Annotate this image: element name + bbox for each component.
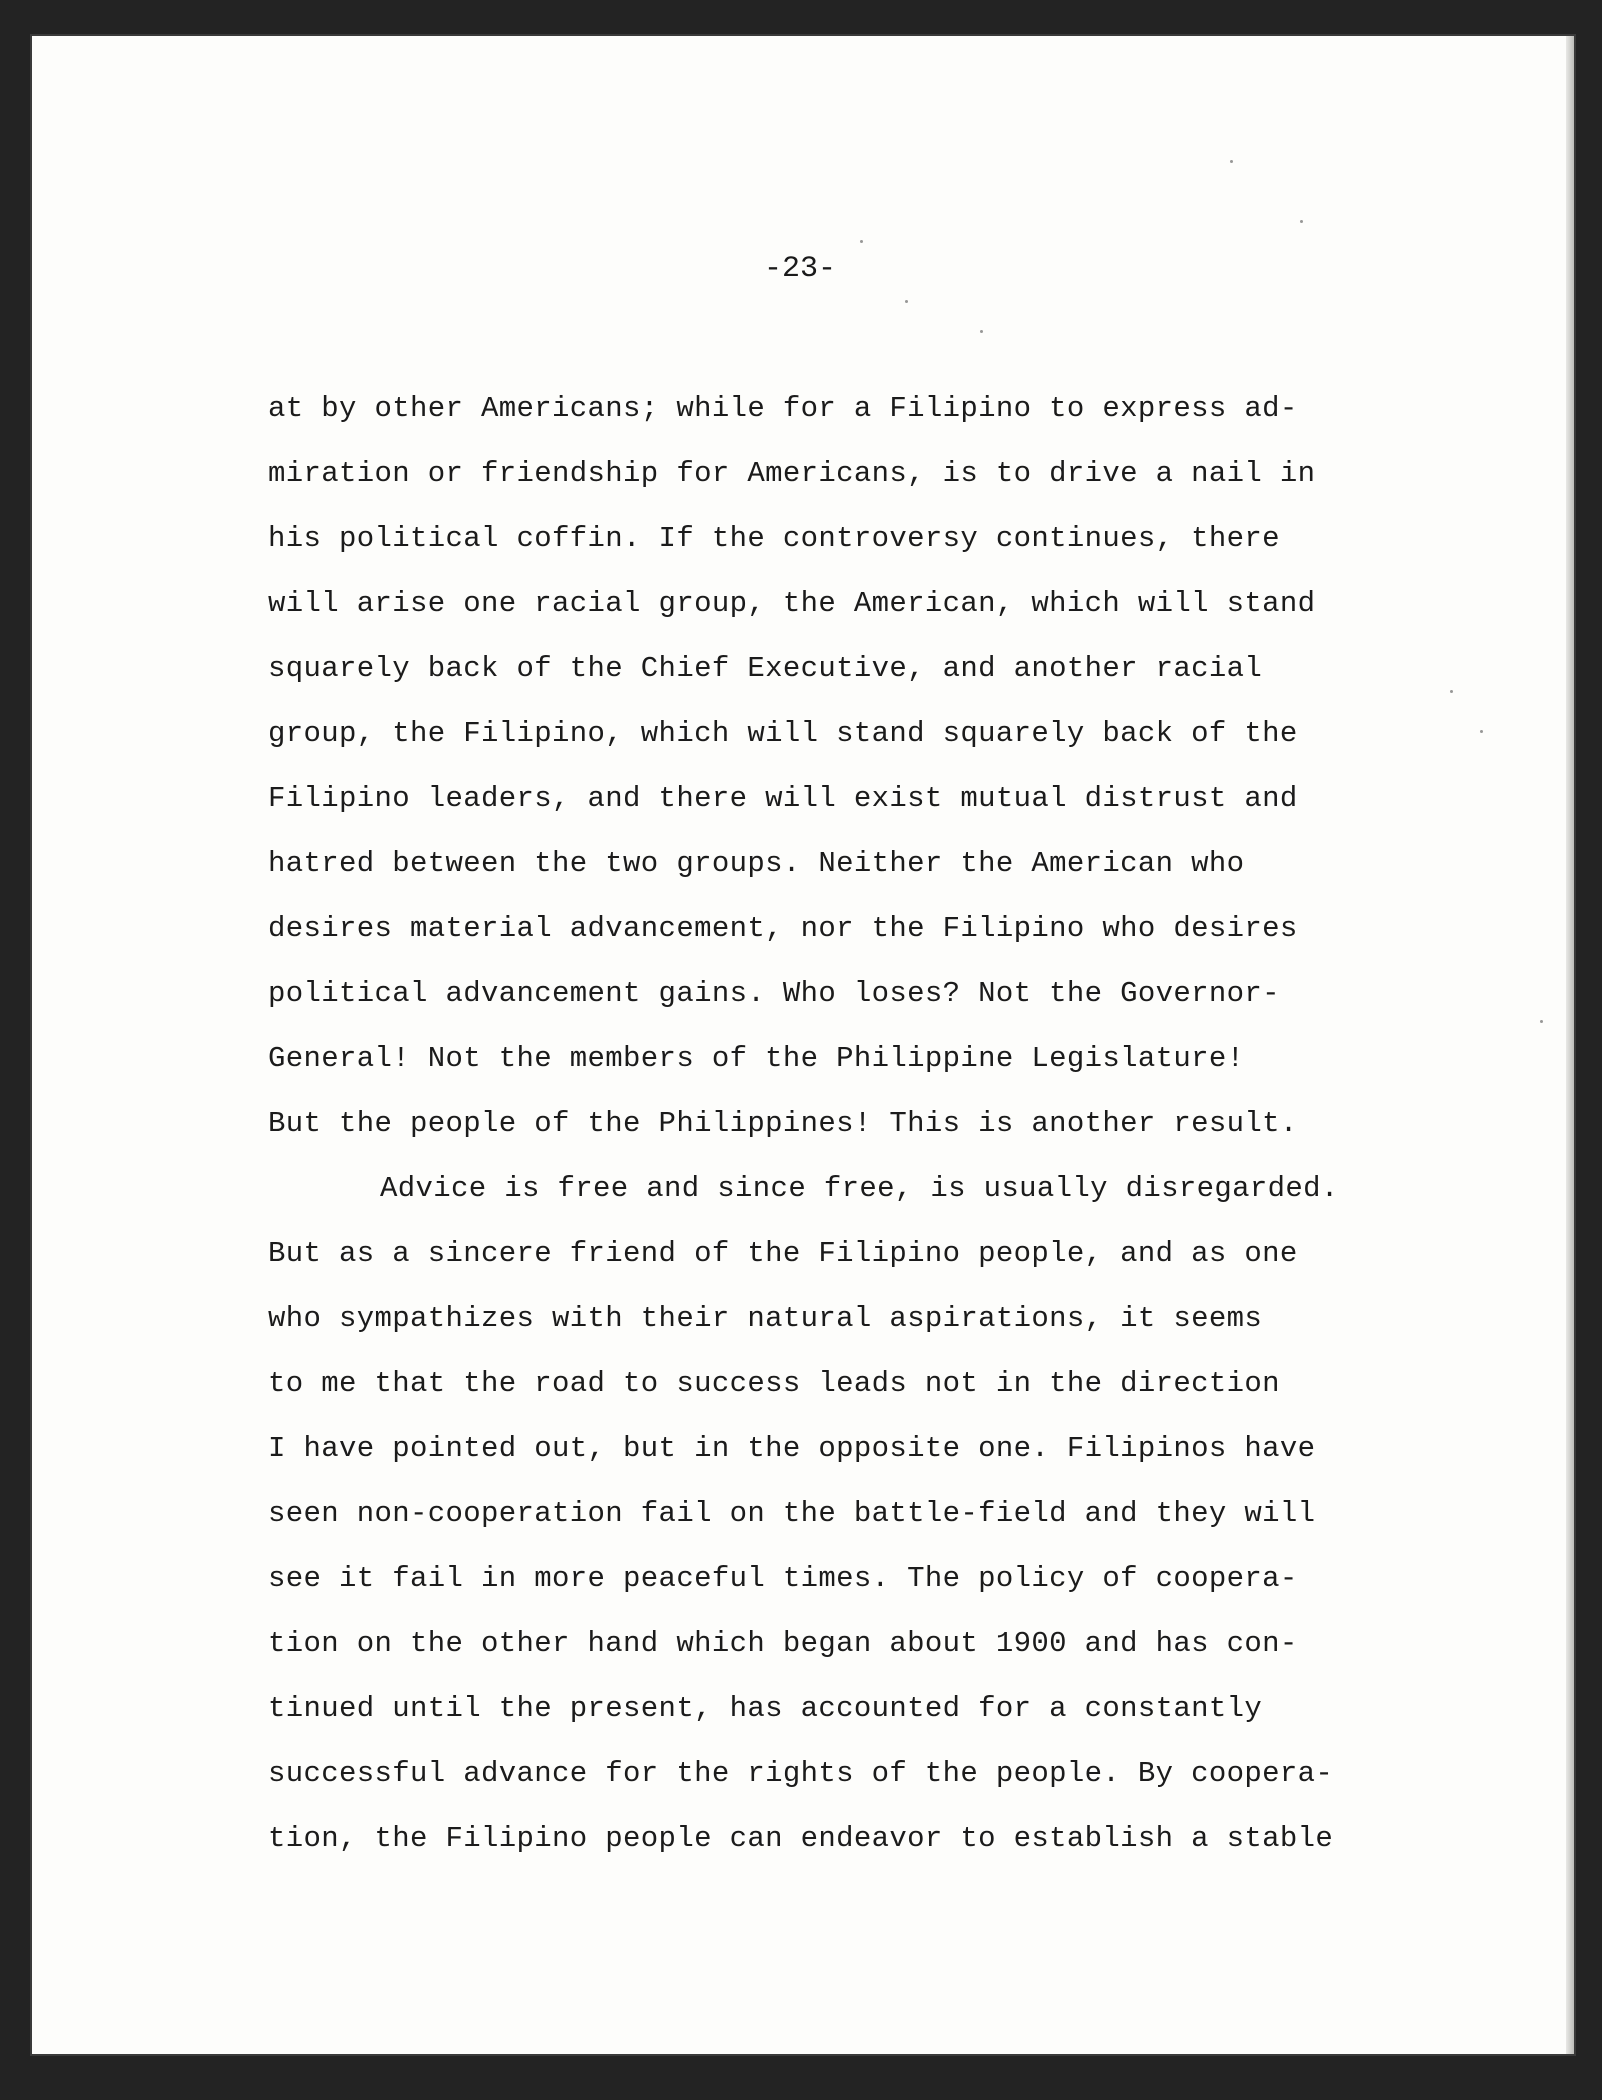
scan-speck [905, 300, 908, 303]
text-line-12: But the people of the Philippines! This is another result. [268, 1107, 1298, 1140]
scan-speck [1300, 220, 1303, 223]
text-line-8: hatred between the two groups. Neither the American who [268, 847, 1245, 880]
text-line-15: who sympathizes with their natural aspirations, it seems [268, 1302, 1263, 1335]
scan-speck [860, 240, 863, 243]
text-line-11: General! Not the members of the Philippine Legislature! [268, 1042, 1245, 1075]
text-line-23: tion, the Filipino people can endeavor to establish a stable [268, 1822, 1334, 1855]
text-line-19: see it fail in more peaceful times. The policy of coopera- [268, 1562, 1298, 1595]
text-line-7: Filipino leaders, and there will exist mutual distrust and [268, 782, 1298, 815]
page-edge-shadow [1566, 36, 1574, 2054]
text-line-5: squarely back of the Chief Executive, and another racial [268, 652, 1263, 685]
page-number: -23- [763, 252, 836, 286]
scan-speck [1480, 730, 1483, 733]
scan-speck [1540, 1020, 1543, 1023]
scan-speck [1230, 160, 1233, 163]
scan-speck [980, 330, 983, 333]
text-line-13: Advice is free and since free, is usually disregarded. [380, 1172, 1339, 1205]
text-line-16: to me that the road to success leads not in the direction [268, 1367, 1280, 1400]
text-line-14: But as a sincere friend of the Filipino people, and as one [268, 1237, 1298, 1270]
text-line-1: at by other Americans; while for a Filipino to express ad- [268, 392, 1298, 425]
text-line-4: will arise one racial group, the American, which will stand [268, 587, 1316, 620]
scan-speck [1450, 690, 1453, 693]
text-line-3: his political coffin. If the controversy continues, there [268, 522, 1280, 555]
text-line-20: tion on the other hand which began about 1900 and has con- [268, 1627, 1298, 1660]
text-line-17: I have pointed out, but in the opposite one. Filipinos have [268, 1432, 1316, 1465]
text-line-21: tinued until the present, has accounted for a constantly [268, 1692, 1263, 1725]
text-line-22: successful advance for the rights of the people. By coopera- [268, 1757, 1334, 1790]
text-line-18: seen non-cooperation fail on the battle-field and they will [268, 1497, 1316, 1530]
text-line-2: miration or friendship for Americans, is to drive a nail in [268, 457, 1316, 490]
text-line-10: political advancement gains. Who loses? Not the Governor- [268, 977, 1280, 1010]
text-line-9: desires material advancement, nor the Filipino who desires [268, 912, 1298, 945]
text-line-6: group, the Filipino, which will stand squarely back of the [268, 717, 1298, 750]
body-text [268, 376, 1428, 1871]
